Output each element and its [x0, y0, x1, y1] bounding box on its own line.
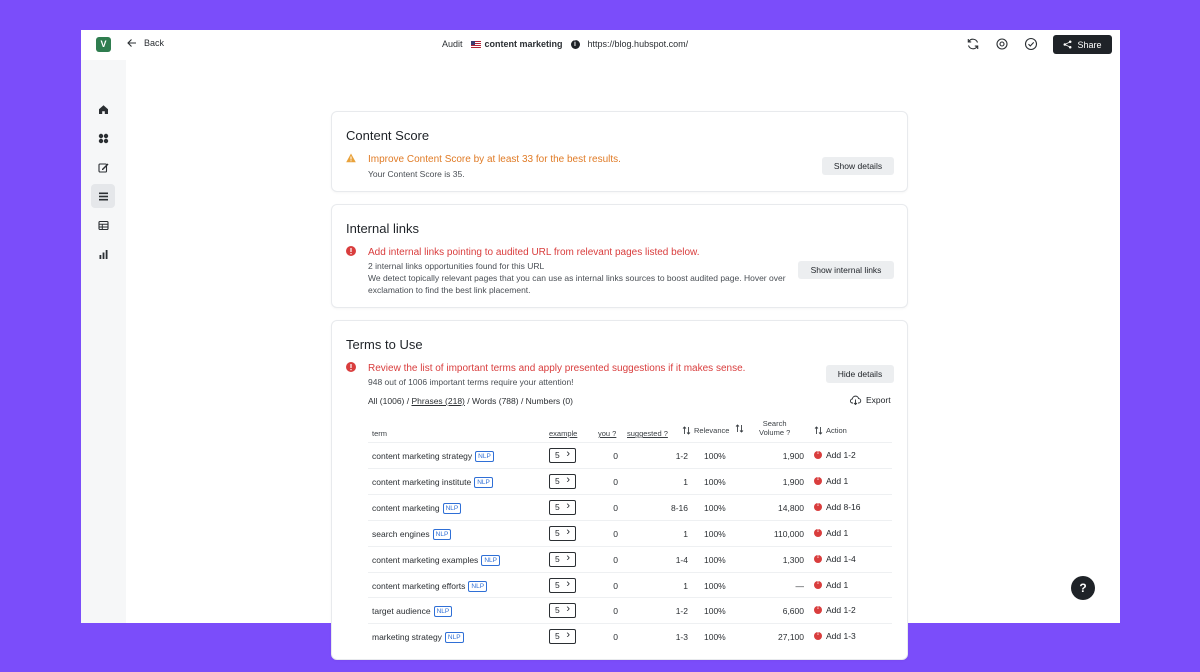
nlp-badge: NLP	[474, 477, 493, 488]
table-icon[interactable]	[91, 213, 115, 237]
terms-alert: Review the list of important terms and apply presented suggestions if it makes sense.	[368, 363, 746, 374]
term-cell	[372, 555, 500, 566]
content-score-alert: Improve Content Score by at least 33 for the best results.	[368, 154, 621, 165]
filter-separator: /	[404, 396, 412, 406]
header-action-label: Action	[826, 426, 847, 435]
action-cell[interactable]	[814, 631, 856, 641]
action-cell[interactable]	[814, 476, 848, 486]
chart-icon[interactable]	[91, 242, 115, 266]
suggested-cell: 1	[683, 476, 688, 487]
suggested-cell: 1-3	[675, 632, 688, 643]
relevance-cell: 100%	[704, 606, 726, 617]
example-button[interactable]: 5 ›	[549, 552, 576, 567]
export-button[interactable]	[850, 395, 891, 405]
term-text: content marketing institute	[372, 476, 472, 487]
error-icon	[814, 477, 822, 485]
sort-icon	[682, 426, 691, 435]
relevance-cell: 100%	[704, 476, 726, 487]
audit-info	[442, 39, 688, 49]
edit-icon[interactable]	[91, 155, 115, 179]
you-cell: 0	[613, 476, 618, 487]
internal-links-alert: Add internal links pointing to audited URL from relevant pages listed below.	[368, 247, 700, 258]
error-icon	[814, 555, 822, 563]
nlp-badge: NLP	[434, 606, 453, 617]
share-button[interactable]	[1053, 35, 1112, 54]
table-row	[368, 546, 892, 572]
action-text: Add 1-4	[826, 553, 856, 564]
example-button[interactable]: 5 ›	[549, 629, 576, 644]
error-icon	[814, 529, 822, 537]
relevance-cell: 100%	[704, 632, 726, 643]
term-text: content marketing efforts	[372, 580, 466, 591]
audit-label: Audit	[442, 39, 463, 49]
internal-links-card	[331, 204, 908, 308]
table-row	[368, 442, 892, 468]
share-label: Share	[1077, 39, 1102, 50]
term-cell	[372, 632, 464, 643]
nlp-badge: NLP	[475, 451, 494, 462]
us-flag-icon	[471, 41, 481, 48]
nlp-badge: NLP	[433, 529, 452, 540]
error-icon	[814, 606, 822, 614]
action-text: Add 1-2	[826, 450, 856, 460]
show-internal-links-button[interactable]: Show internal links	[798, 261, 894, 279]
table-row	[368, 623, 892, 649]
nlp-badge: NLP	[445, 632, 464, 643]
example-button[interactable]: 5 ›	[549, 578, 576, 593]
back-button[interactable]	[127, 38, 164, 48]
keyword-text: content marketing	[484, 39, 563, 49]
list-icon[interactable]	[91, 184, 115, 208]
search-volume-cell: 1,300	[782, 554, 804, 565]
search-volume-cell: —	[795, 580, 804, 591]
hide-details-button[interactable]: Hide details	[826, 365, 894, 383]
content-score-sub: Your Content Score is 35.	[368, 169, 465, 179]
action-text: Add 8-16	[826, 501, 861, 512]
header-term: term	[372, 429, 387, 438]
search-volume-cell: 1,900	[782, 476, 804, 487]
terms-sub: 948 out of 1006 important terms require your attention!	[368, 377, 574, 387]
table-row	[368, 468, 892, 494]
action-cell[interactable]	[814, 554, 856, 564]
main-content	[126, 60, 1120, 643]
error-icon	[814, 503, 822, 511]
action-cell[interactable]	[814, 528, 848, 538]
check-circle-icon[interactable]	[1024, 37, 1038, 51]
app-window	[81, 30, 1120, 643]
action-cell[interactable]	[814, 450, 856, 460]
you-cell: 0	[613, 528, 618, 539]
error-icon	[346, 362, 356, 372]
suggested-cell: 1	[683, 580, 688, 591]
show-details-button[interactable]: Show details	[822, 157, 894, 175]
internal-links-title: Internal links	[346, 221, 419, 236]
term-text: content marketing	[372, 502, 440, 513]
filter-separator: /	[518, 396, 526, 406]
search-volume-cell: 6,600	[782, 606, 804, 617]
filter-words[interactable]: Words (788)	[471, 396, 519, 406]
term-cell	[372, 477, 493, 488]
internal-links-sub2: We detect topically relevant pages that you can use as internal links sources to boost audited page. Hover over exclamation to find the best link placement.	[368, 273, 786, 295]
help-button[interactable]: ?	[1071, 576, 1095, 600]
error-icon	[346, 246, 356, 256]
terms-card	[331, 320, 908, 660]
internal-links-sub1: 2 internal links opportunities found for this URL	[368, 261, 545, 271]
example-button[interactable]: 5 ›	[549, 474, 576, 489]
header-suggested[interactable]: suggested ?	[627, 429, 668, 438]
header-search-volume[interactable]	[759, 419, 790, 437]
example-button[interactable]: 5 ›	[549, 448, 576, 463]
header-action[interactable]	[814, 426, 847, 435]
action-cell[interactable]	[814, 580, 848, 590]
table-row	[368, 597, 892, 623]
arrow-left-icon	[127, 38, 137, 48]
search-volume-cell: 110,000	[773, 528, 804, 539]
header-you[interactable]: you ?	[598, 429, 617, 438]
term-text: content marketing examples	[372, 554, 479, 565]
apps-icon[interactable]	[91, 126, 115, 150]
suggested-cell: 8-16	[670, 502, 688, 513]
nlp-badge: NLP	[443, 503, 462, 514]
audited-url[interactable]: https://blog.hubspot.com/	[587, 39, 689, 49]
back-label: Back	[144, 38, 165, 48]
suggested-cell: 1-2	[675, 451, 688, 461]
terms-title: Terms to Use	[346, 337, 423, 352]
term-text: marketing strategy	[372, 632, 442, 643]
term-text: content marketing strategy	[372, 451, 473, 461]
suggested-cell: 1-2	[675, 606, 688, 617]
action-cell[interactable]	[814, 502, 861, 512]
example-button[interactable]: 5 ›	[549, 500, 576, 515]
you-cell: 0	[613, 451, 618, 461]
content-score-card	[331, 111, 908, 192]
error-icon	[814, 581, 822, 589]
top-bar	[81, 30, 1120, 60]
share-icon	[1063, 40, 1072, 49]
header-relevance-label: Relevance	[694, 426, 730, 435]
table-row	[368, 520, 892, 546]
header-search-volume-line1: Search	[762, 419, 787, 428]
error-icon	[814, 632, 822, 640]
term-cell	[372, 451, 494, 462]
action-text: Add 1-2	[826, 605, 856, 616]
you-cell: 0	[613, 580, 618, 591]
term-cell	[372, 606, 452, 617]
relevance-cell: 100%	[704, 554, 726, 565]
you-cell: 0	[613, 502, 618, 513]
home-icon[interactable]	[91, 97, 115, 121]
nlp-badge: NLP	[468, 581, 487, 592]
refresh-icon[interactable]	[966, 37, 980, 51]
sort-icon	[814, 426, 823, 435]
sort-icon	[735, 424, 744, 433]
settings-icon[interactable]	[995, 37, 1009, 51]
action-text: Add 1	[826, 475, 849, 486]
nlp-badge: NLP	[481, 555, 500, 566]
search-volume-cell: 1,900	[782, 451, 804, 461]
you-cell: 0	[613, 632, 618, 643]
term-filters	[368, 396, 573, 406]
term-cell	[372, 529, 451, 540]
action-cell[interactable]	[814, 605, 856, 615]
example-button[interactable]: 5 ›	[549, 526, 576, 541]
term-cell	[372, 581, 487, 592]
header-relevance[interactable]	[682, 426, 744, 435]
suggested-cell: 1	[683, 528, 688, 539]
you-cell: 0	[613, 606, 618, 617]
table-row	[368, 572, 892, 598]
header-example[interactable]: example	[549, 429, 578, 438]
term-text: target audience	[372, 606, 431, 617]
example-button[interactable]: 5 ›	[549, 603, 576, 618]
keyword	[471, 39, 563, 49]
search-volume-cell: 14,800	[778, 502, 804, 513]
info-icon[interactable]: i	[571, 40, 580, 49]
error-icon	[814, 451, 822, 459]
relevance-cell: 100%	[704, 451, 726, 461]
header-search-volume-line2: Volume ?	[759, 428, 791, 437]
suggested-cell: 1-4	[675, 554, 688, 565]
search-volume-cell: 27,100	[778, 632, 804, 643]
cloud-download-icon	[850, 395, 861, 405]
action-text: Add 1-3	[826, 631, 856, 642]
top-actions	[966, 37, 1038, 51]
sidebar	[81, 60, 126, 623]
filter-numbers[interactable]: Numbers (0)	[525, 396, 573, 406]
relevance-cell: 100%	[704, 528, 726, 539]
export-label: Export	[866, 395, 891, 405]
term-cell	[372, 503, 461, 514]
app-logo[interactable]: V	[96, 37, 111, 52]
warning-icon	[346, 153, 356, 163]
relevance-cell: 100%	[704, 580, 726, 591]
filter-separator: /	[464, 396, 472, 406]
filter-all[interactable]: All (1006)	[368, 396, 405, 406]
filter-phrases[interactable]: Phrases (218)	[411, 396, 465, 406]
relevance-cell: 100%	[704, 502, 726, 513]
table-row	[368, 494, 892, 520]
term-text: search engines	[372, 528, 430, 539]
action-text: Add 1	[826, 579, 849, 590]
action-text: Add 1	[826, 527, 849, 538]
you-cell: 0	[613, 554, 618, 565]
content-score-title: Content Score	[346, 128, 430, 143]
